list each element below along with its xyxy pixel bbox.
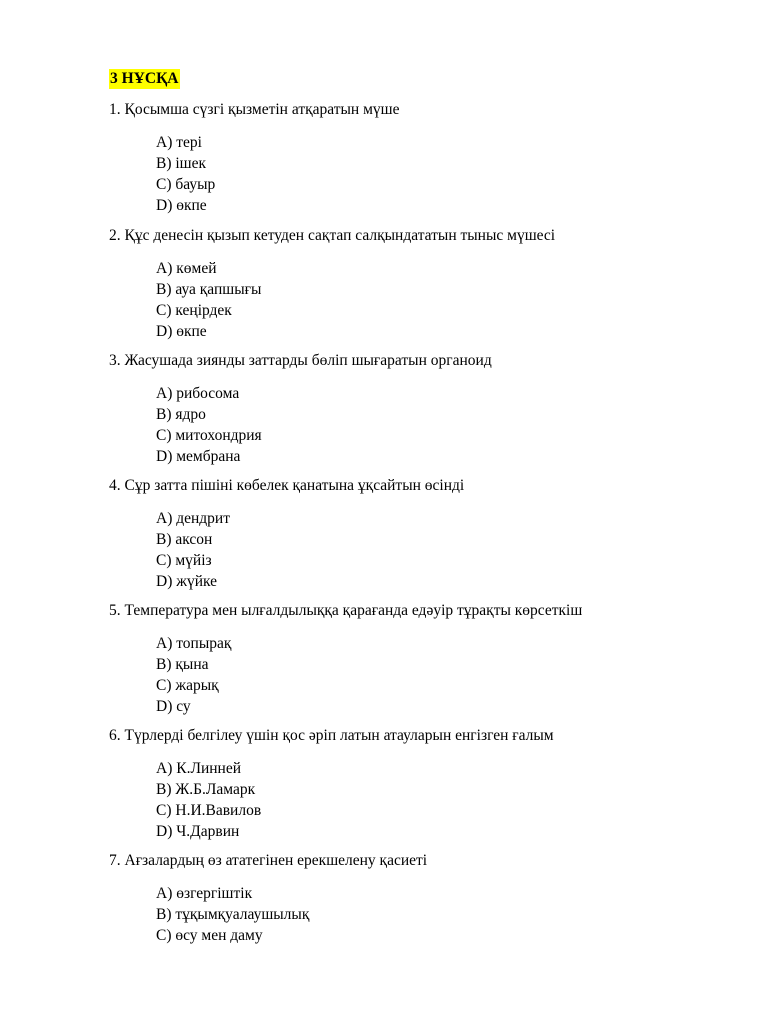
question-text: 3. Жасушада зиянды заттарды бөліп шығаратын органоид bbox=[109, 352, 492, 369]
question-1 bbox=[109, 100, 729, 216]
answer-option-a: A) тері bbox=[156, 134, 202, 151]
answer-option-a: A) дендрит bbox=[156, 510, 230, 527]
answer-option-c: C) кеңірдек bbox=[156, 302, 232, 319]
answer-option-b: B) ауа қапшығы bbox=[156, 281, 262, 298]
question-text: 1. Қосымша сүзгі қызметін атқаратын мүше bbox=[109, 101, 400, 118]
answer-option-a: A) өзгергіштік bbox=[156, 885, 253, 902]
question-6 bbox=[109, 726, 729, 842]
answer-option-d: D) су bbox=[156, 698, 191, 715]
answer-option-c: C) өсу мен даму bbox=[156, 927, 263, 944]
answer-option-c: C) митохондрия bbox=[156, 427, 262, 444]
answer-option-b: B) ішек bbox=[156, 155, 207, 172]
answer-option-b: B) Ж.Б.Ламарк bbox=[156, 781, 256, 798]
answer-option-d: D) өкпе bbox=[156, 323, 207, 340]
answer-option-a: A) К.Линней bbox=[156, 760, 242, 777]
question-4 bbox=[109, 476, 729, 592]
question-text: 7. Ағзалардың өз ататегінен ерекшелену қасиеті bbox=[109, 852, 428, 869]
question-5 bbox=[109, 601, 729, 717]
question-text: 2. Құс денесін қызып кетуден сақтап салқындататын тыныс мүшесі bbox=[109, 227, 556, 244]
answer-options bbox=[109, 633, 729, 717]
answer-option-b: B) ядро bbox=[156, 406, 206, 423]
answer-options bbox=[109, 132, 729, 216]
answer-option-c: C) жарық bbox=[156, 677, 219, 694]
answer-option-c: C) бауыр bbox=[156, 176, 216, 193]
answer-options bbox=[109, 758, 729, 842]
answer-option-d: D) мембрана bbox=[156, 448, 241, 465]
question-2 bbox=[109, 226, 729, 342]
answer-options bbox=[109, 383, 729, 467]
question-text: 5. Температура мен ылғалдылыққа қарағанда едәуір тұрақты көрсеткіш bbox=[109, 602, 583, 619]
answer-option-c: C) Н.И.Вавилов bbox=[156, 802, 262, 819]
answer-option-b: B) тұқымқуалаушылық bbox=[156, 906, 310, 923]
answer-option-a: A) топырақ bbox=[156, 635, 232, 652]
answer-option-b: B) қына bbox=[156, 656, 209, 673]
answer-options bbox=[109, 508, 729, 592]
answer-option-b: B) аксон bbox=[156, 531, 213, 548]
answer-options bbox=[109, 883, 729, 946]
variant-title: 3 НҰСҚА bbox=[110, 70, 179, 87]
answer-option-d: D) өкпе bbox=[156, 197, 207, 214]
question-7 bbox=[109, 851, 729, 946]
answer-option-d: D) жүйке bbox=[156, 573, 218, 590]
answer-option-c: C) мүйіз bbox=[156, 552, 212, 569]
question-text: 4. Сұр затта пішіні көбелек қанатына ұқсайтын өсінді bbox=[109, 477, 465, 494]
question-3 bbox=[109, 351, 729, 467]
answer-option-a: A) рибосома bbox=[156, 385, 240, 402]
answer-option-a: A) көмей bbox=[156, 260, 217, 277]
question-text: 6. Түрлерді белгілеу үшін қос әріп латын атауларын енгізген ғалым bbox=[109, 727, 554, 744]
answer-options bbox=[109, 258, 729, 342]
answer-option-d: D) Ч.Дарвин bbox=[156, 823, 240, 840]
